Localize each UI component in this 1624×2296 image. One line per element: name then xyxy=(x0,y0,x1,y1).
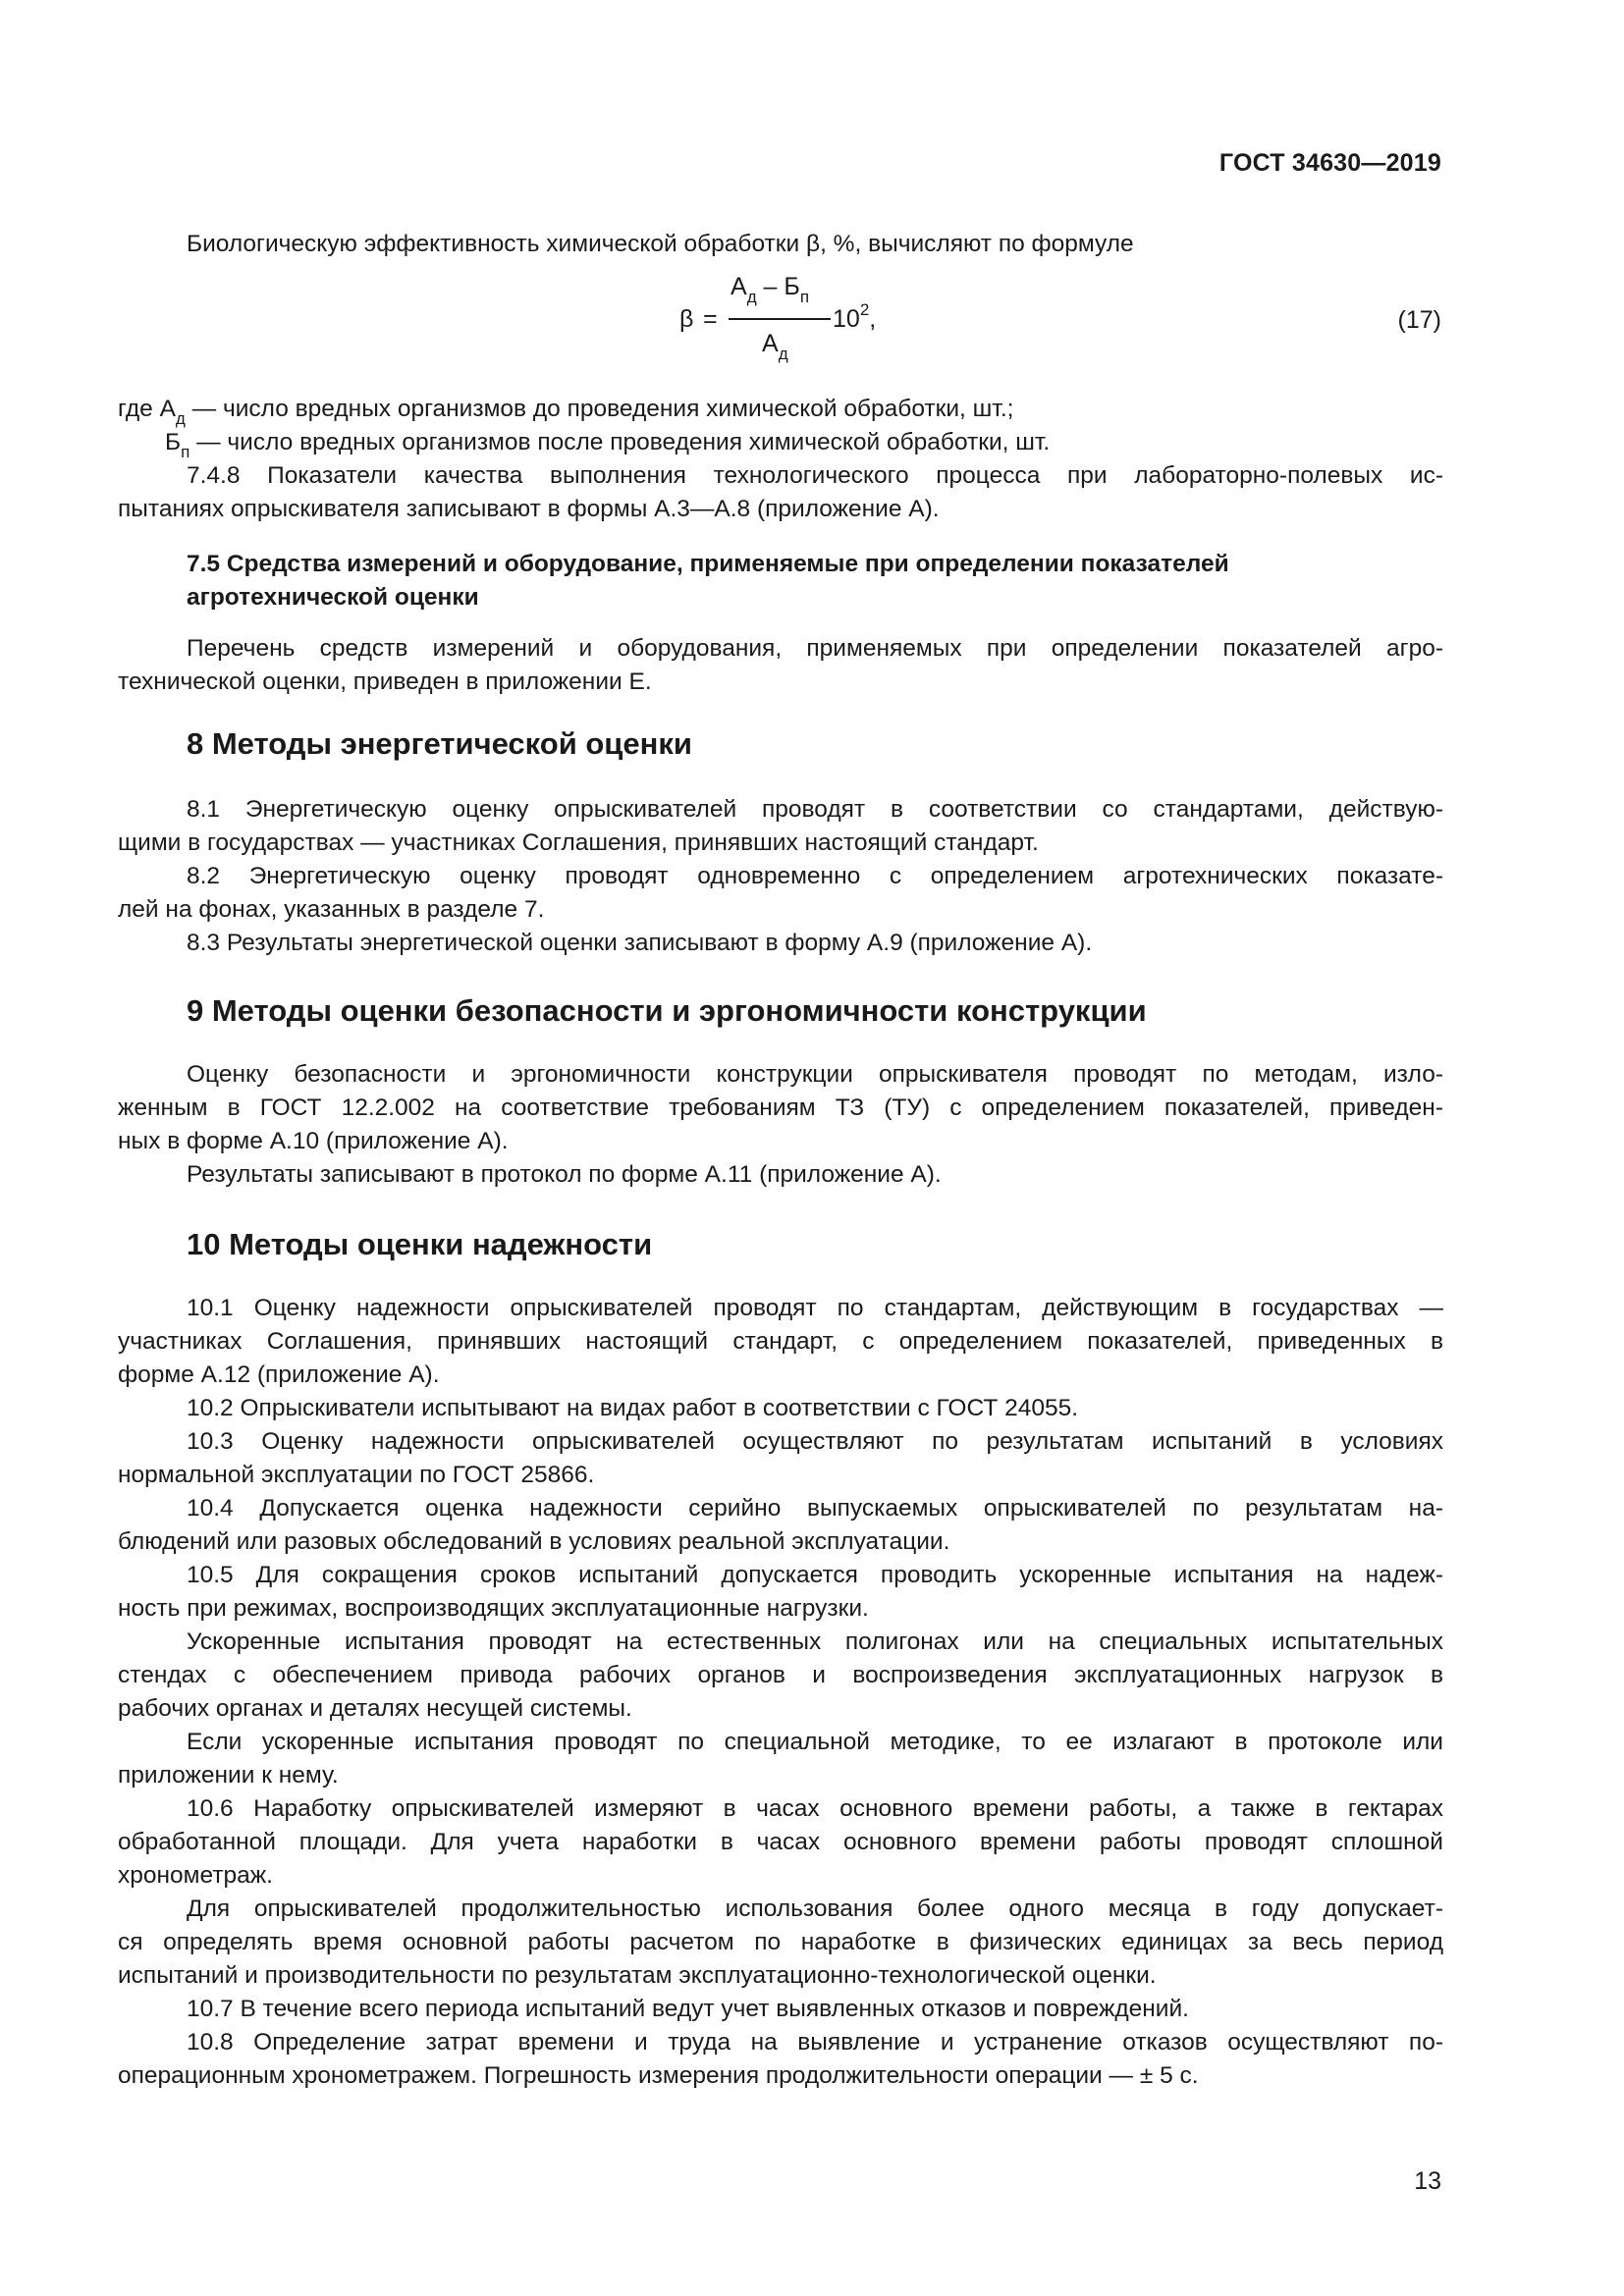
formula-lhs: β xyxy=(679,305,694,333)
formula-where-2: $Б_п$ — число вредных организмов после проведения химической обработки, шт. xyxy=(165,429,1051,461)
formula-number: (17) xyxy=(1397,306,1441,334)
section-10-line: обработанной площади. Для учета наработки в часах основного времени работы проводят сплошной xyxy=(118,1829,1443,1855)
section-10-line: форме А.12 (приложение А). xyxy=(118,1362,440,1388)
section-75-title: 7.5 Средства измерений и оборудование, применяемые при определении показателей xyxy=(187,551,1229,577)
section-9-line: ных в форме А.10 (приложение А). xyxy=(118,1128,509,1154)
section-9-line: Оценку безопасности и эргономичности конструкции опрыскивателя проводят по методам, изло- xyxy=(187,1061,1443,1088)
section-10-line: Ускоренные испытания проводят на естественных полигонах или на специальных испытательных xyxy=(187,1629,1443,1655)
section-10-line: 10.5 Для сокращения сроков испытаний допускается проводить ускоренные испытания на надеж- xyxy=(187,1562,1443,1588)
formula-intro: Биологическую эффективность химической обработки β, %, вычисляют по формуле xyxy=(187,231,1134,257)
section-10-line: нормальной эксплуатации по ГОСТ 25866. xyxy=(118,1462,595,1488)
section-10-line: хронометраж. xyxy=(118,1862,273,1889)
section-9-line: Результаты записывают в протокол по форме А.11 (приложение А). xyxy=(187,1161,942,1188)
formula-where-1: где $А_д$ — число вредных организмов до проведения химической обработки, шт.; xyxy=(118,396,1014,428)
section-10-line: 10.3 Оценку надежности опрыскивателей осуществляют по результатам испытаний в условиях xyxy=(187,1428,1443,1455)
formula-eq: = xyxy=(703,305,718,333)
section-10-line: приложении к нему. xyxy=(118,1762,339,1789)
formula-numerator: $А_д - Б_п$ xyxy=(731,273,810,306)
section-10-title: 10 Методы оценки надежности xyxy=(187,1227,653,1261)
section-8-line: 8.1 Энергетическую оценку опрыскивателей проводят в соответствии со стандартами, действую- xyxy=(187,796,1443,823)
section-10-line: 10.7 В течение всего периода испытаний ведут учет выявленных отказов и повреждений. xyxy=(187,1996,1189,2022)
section-8-line: щими в государствах — участниках Соглашения, принявших настоящий стандарт. xyxy=(118,829,1039,856)
section-10-line: 10.6 Наработку опрыскивателей измеряют в часах основного времени работы, а также в гектарах xyxy=(187,1795,1443,1822)
standard-header: ГОСТ 34630—2019 xyxy=(1218,149,1441,177)
section-9-title: 9 Методы оценки безопасности и эргономичности конструкции xyxy=(187,993,1147,1028)
formula-multiplier: $10^2$, xyxy=(833,300,877,333)
section-10-line: 10.4 Допускается оценка надежности серийно выпускаемых опрыскивателей по результатам на- xyxy=(187,1495,1443,1522)
section-10-line: Если ускоренные испытания проводят по специальной методике, то ее излагают в протоколе или xyxy=(187,1729,1443,1755)
section-9-line: женным в ГОСТ 12.2.002 на соответствие требованиям ТЗ (ТУ) с определением показателей, приведен- xyxy=(118,1095,1443,1121)
section-75-text: технической оценки, приведен в приложении Е. xyxy=(118,668,652,695)
section-10-line: участниках Соглашения, принявших настоящий стандарт, с определением показателей, приведенных в xyxy=(118,1328,1443,1355)
section-10-line: блюдений или разовых обследований в условиях реальной эксплуатации. xyxy=(118,1528,950,1555)
section-8-line: 8.3 Результаты энергетической оценки записывают в форму А.9 (приложение А). xyxy=(187,930,1093,956)
section-10-line: рабочих органах и деталях несущей системы. xyxy=(118,1695,632,1722)
section-10-line: операционным хронометражем. Погрешность измерения продолжительности операции — ± 5 с. xyxy=(118,2062,1199,2089)
para-748-line: 7.4.8 Показатели качества выполнения технологического процесса при лабораторно-полевых ис- xyxy=(187,462,1443,489)
section-8-title: 8 Методы энергетической оценки xyxy=(187,726,692,761)
page-number: 13 xyxy=(1414,2167,1441,2195)
section-10-line: 10.2 Опрыскиватели испытывают на видах работ в соответствии с ГОСТ 24055. xyxy=(187,1395,1079,1421)
section-10-line: ность при режимах, воспроизводящих эксплуатационные нагрузки. xyxy=(118,1595,869,1622)
section-10-line: 10.1 Оценку надежности опрыскивателей проводят по стандартам, действующим в государствах — xyxy=(187,1295,1443,1321)
section-8-line: лей на фонах, указанных в разделе 7. xyxy=(118,896,545,923)
formula-denominator: $А_д$ xyxy=(762,330,788,363)
section-75-title: агротехнической оценки xyxy=(187,584,479,611)
section-75-text: Перечень средств измерений и оборудования, применяемых при определении показателей агро- xyxy=(187,635,1443,662)
section-10-line: Для опрыскивателей продолжительностью использования более одного месяца в году допускает- xyxy=(187,1896,1443,1922)
section-10-line: 10.8 Определение затрат времени и труда на выявление и устранение отказов осуществляют по- xyxy=(187,2029,1443,2056)
section-10-line: ся определять время основной работы расчетом по наработке в физических единицах за весь период xyxy=(118,1929,1443,1955)
section-10-line: стендах с обеспечением привода рабочих органов и воспроизведения эксплуатационных нагрузок в xyxy=(118,1662,1443,1688)
para-748-line: пытаниях опрыскивателя записывают в формы А.3—А.8 (приложение А). xyxy=(118,496,940,522)
section-8-line: 8.2 Энергетическую оценку проводят одновременно с определением агротехнических показате- xyxy=(187,863,1443,889)
section-10-line: испытаний и производительности по результатам эксплуатационно-технологической оценки. xyxy=(118,1962,1157,1989)
fraction-bar xyxy=(729,318,831,320)
formula-17 xyxy=(679,273,915,371)
